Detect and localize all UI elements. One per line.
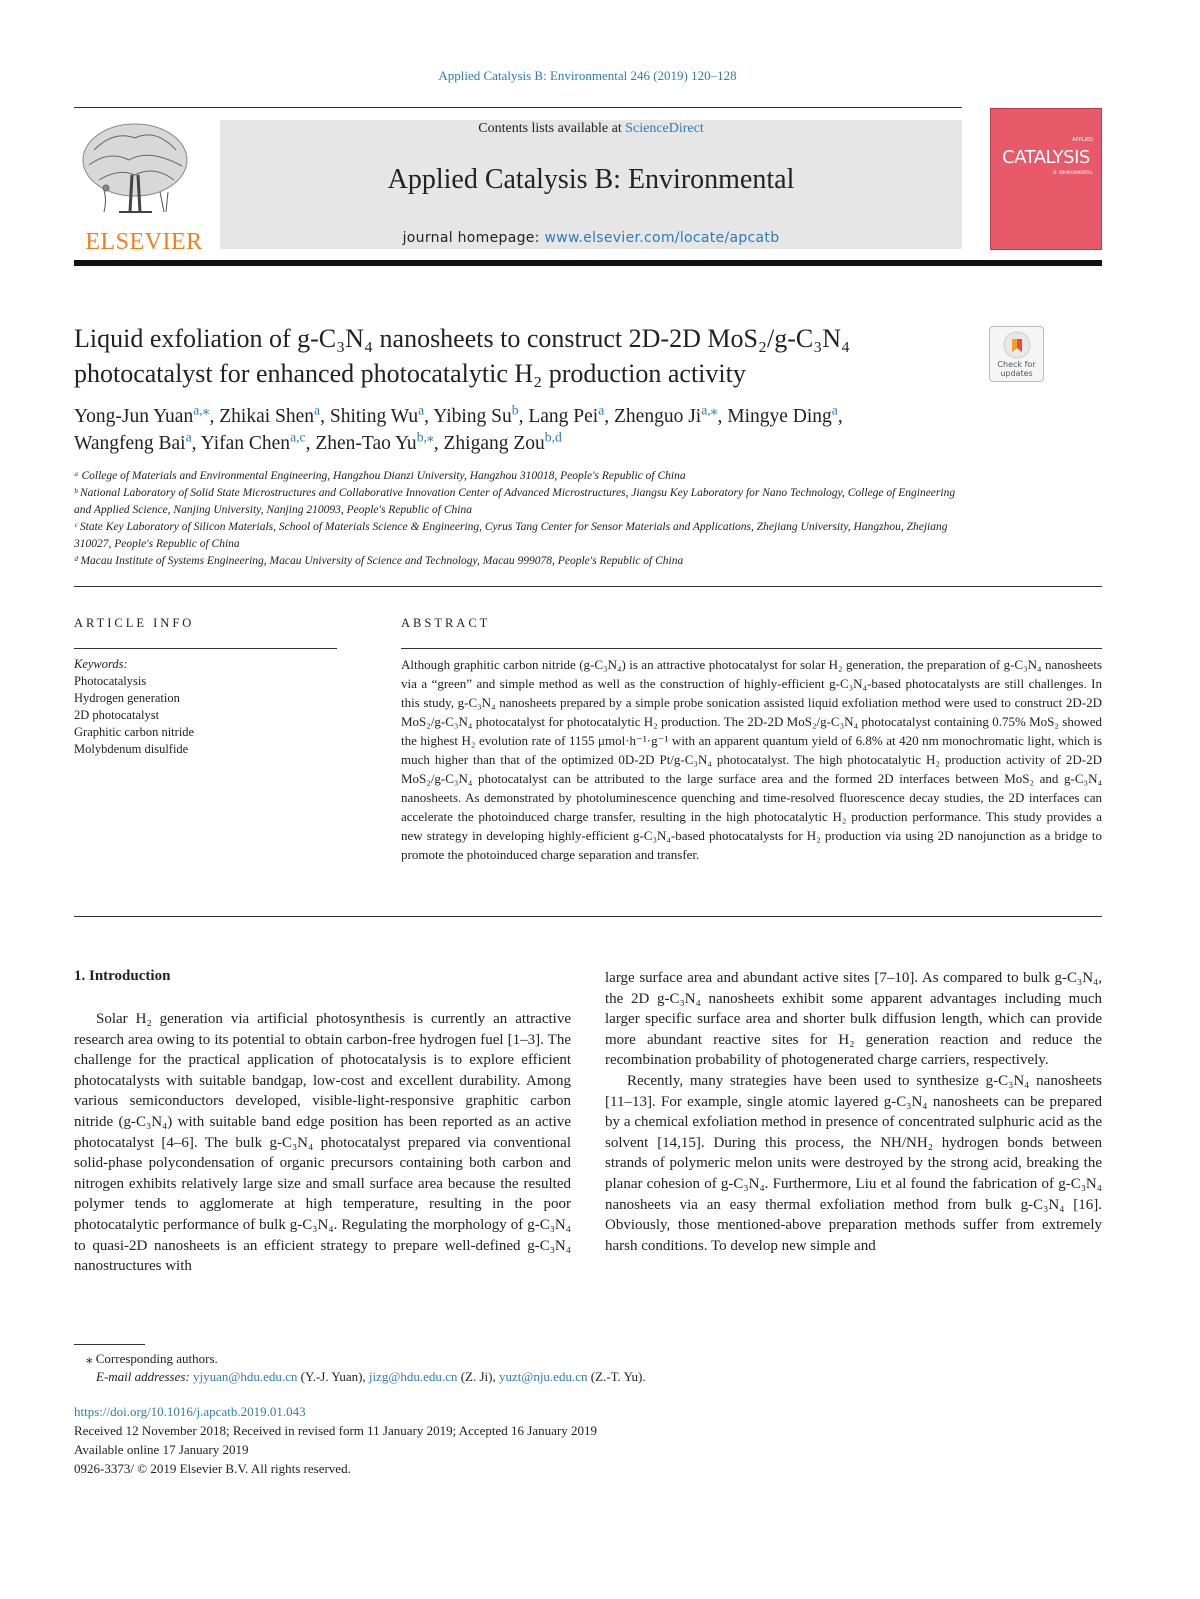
author-name[interactable]: Zhigang Zou [443, 433, 545, 454]
section-heading-introduction: 1. Introduction [74, 968, 171, 984]
article-info-rule [74, 648, 337, 649]
journal-header-box [220, 120, 962, 249]
email-owner: (Z. Ji), [457, 1369, 499, 1384]
keyword: Hydrogen generation [74, 691, 180, 705]
journal-cover[interactable] [990, 108, 1102, 250]
sciencedirect-link[interactable]: ScienceDirect [625, 121, 704, 136]
author-affiliation-marker[interactable]: a [598, 402, 605, 418]
author-name[interactable]: Zhen-Tao Yu [315, 433, 417, 454]
copyright: 0926-3373/ © 2019 Elsevier B.V. All rights reserved. [74, 1461, 351, 1476]
contents-line [220, 120, 962, 137]
author-affiliation-marker[interactable]: a,⁎ [193, 402, 210, 418]
footnote-rule [74, 1344, 145, 1345]
abstract-heading: ABSTRACT [401, 616, 491, 630]
check-for-updates-button[interactable] [989, 326, 1044, 382]
available-online: Available online 17 January 2019 [74, 1442, 249, 1457]
cover-subtitle: B: ENVIRONMENTAL [1053, 170, 1093, 175]
author-affiliation-marker[interactable]: a [185, 429, 192, 445]
author-affiliation-marker[interactable]: b,⁎ [416, 429, 434, 445]
header-thick-rule [74, 260, 1102, 266]
journal-title: Applied Catalysis B: Environmental [387, 164, 795, 195]
journal-reference[interactable]: Applied Catalysis B: Environmental 246 (2019) 120–128 [438, 68, 737, 83]
title-line-1: Liquid exfoliation of g-C₃N₄ nanosheets to construct 2D-2D MoS₂/g-C₃N₄ [74, 324, 851, 353]
affiliation-a: ᵃ College of Materials and Environmental Engineering, Hangzhou Dianzi University, Hangzhou 310018, People's Republic of China [74, 470, 686, 482]
author-name[interactable]: Wangfeng Bai [74, 433, 186, 454]
journal-homepage [220, 230, 962, 246]
elsevier-tree-icon [74, 120, 196, 220]
bookmark-icon [1002, 330, 1032, 360]
affiliation-b: ᵇ National Laboratory of Solid State Microstructures and Collaborative Innovation Center of Advanced Microstructures, Jiangsu Key Laboratory for Nano Technology, College of Engineering and Applied Science, Nanjing University, Nanjing 210093, People's Republic of China [74, 487, 956, 516]
corresponding-footnote [74, 1350, 1074, 1386]
received-dates: Received 12 November 2018; Received in revised form 11 January 2019; Accepted 16 January 2019 [74, 1423, 597, 1438]
check-for-updates-label: Check for updates [997, 360, 1036, 378]
intro-paragraph-1-continued: large surface area and abundant active sites [7–10]. As compared to bulk g-C₃N₄, the 2D g-C₃N₄ nanosheets exhibit some apparent advantages including much larger specific surface area and shorter bulk diffusion length, which can provide more abundant reactive sites for H₂ generation reaction and reduce the recombination probability of photogenerated charge carriers, respectively. [605, 970, 1102, 1069]
corresponding-authors-note: ⁎ Corresponding authors. [86, 1351, 218, 1366]
author-affiliation-marker[interactable]: a [418, 402, 425, 418]
contents-prefix: Contents lists available at [478, 121, 626, 136]
keyword: Graphitic carbon nitride [74, 725, 195, 739]
header-top-rule [74, 107, 962, 108]
email-owner: (Z.-T. Yu). [587, 1369, 646, 1384]
doi-link[interactable]: https://doi.org/10.1016/j.apcatb.2019.01.043 [74, 1404, 306, 1419]
publication-info [74, 1402, 1074, 1478]
author-name[interactable]: Zhikai Shen [219, 406, 315, 427]
cover-title: CATALYSIS [1002, 147, 1090, 168]
author-affiliation-marker[interactable]: a [314, 402, 321, 418]
email-link[interactable]: yuzt@nju.edu.cn [498, 1369, 588, 1384]
author-affiliation-marker[interactable]: a [831, 402, 838, 418]
affiliations [74, 468, 964, 570]
email-label: E-mail addresses: [96, 1369, 194, 1384]
title-line-2: photocatalyst for enhanced photocatalytic H₂ production activity [74, 359, 746, 388]
article-info-heading: ARTICLE INFO [74, 616, 195, 630]
elsevier-logo[interactable] [74, 120, 214, 255]
affiliation-c: ᶜ State Key Laboratory of Silicon Materials, School of Materials Science & Engineering, Cyrus Tang Center for Sensor Materials and Applications, Zhejiang University, Hangzhou, Zhejiang 310027, People's Republic of China [74, 521, 948, 550]
author-name[interactable]: Yifan Chen [200, 433, 291, 454]
body-column-left [74, 1009, 571, 1277]
author-affiliation-marker[interactable]: a,⁎ [701, 402, 718, 418]
email-link[interactable]: yjyuan@hdu.edu.cn [193, 1369, 298, 1384]
abstract-rule [401, 648, 1102, 649]
author-name[interactable]: Lang Pei [528, 406, 599, 427]
keyword: Photocatalysis [74, 674, 147, 688]
affiliation-d: ᵈ Macau Institute of Systems Engineering, Macau University of Science and Technology, Macau 999078, People's Republic of China [74, 555, 684, 567]
cover-top: APPLIED [1072, 137, 1093, 143]
elsevier-wordmark: ELSEVIER [85, 229, 203, 255]
author-affiliation-marker[interactable]: b,d [544, 429, 562, 445]
article-title [74, 321, 974, 391]
email-link[interactable]: jizg@hdu.edu.cn [368, 1369, 458, 1384]
keywords-block [74, 656, 194, 758]
author-affiliation-marker[interactable]: b [511, 402, 519, 418]
author-list: Yong-Jun Yuan$^{a,⁎}$, Zhikai Shen$^a$, Shiting Wu$^a$, Yibing Su$^b$, Lang Pei$^a$, Zhenguo $Ji^{a,⁎}$, Mingye Ding$^a$, Wangfeng Bai$^a$, Yifan Chen$^{a,c}$, Zhen-Tao $Yu^{b,⁎}$, Zhigang Zou$^{b,d}$ [74, 402, 843, 454]
author-affiliation-marker[interactable]: a,c [290, 429, 306, 445]
abstract-bottom-rule [74, 916, 1102, 917]
body-column-right [605, 968, 1102, 1256]
intro-paragraph-1: Solar H₂ generation via artificial photosynthesis is currently an attractive research area owing to its potential to obtain carbon-free hydrogen fuel [1–3]. The challenge for the practical application of photocatalysis is to explore efficient photocatalysts with suitable bandgap, low-cost and excellent durability. Among various semiconductors developed, visible-light-responsive graphitic carbon nitride (g-C₃N₄) with suitable band edge position has been reported as an active photocatalyst [4–6]. The bulk g-C₃N₄ photocatalyst prepared via conventional solid-phase polycondensation of organic precursors containing both carbon and nitrogen exhibits relatively large size and small surface area because the resulted polymer tends to agglomerate at high temperature, resulting in the poor photocatalytic performance of bulk g-C₃N₄. Regulating the morphology of g-C₃N₄ to quasi-2D nanosheets is an efficient strategy to prepare well-defined g-C₃N₄ nanostructures with [74, 1011, 571, 1275]
author-name[interactable]: Mingye Ding [727, 406, 832, 427]
keyword: 2D photocatalyst [74, 708, 160, 722]
keywords-label: Keywords: [74, 657, 128, 671]
section-rule [74, 586, 1102, 587]
homepage-prefix: journal homepage: [402, 230, 545, 246]
author-name[interactable]: Yibing Su [433, 406, 512, 427]
email-addresses [74, 1368, 1074, 1386]
homepage-link[interactable]: www.elsevier.com/locate/apcatb [544, 230, 780, 246]
author-name[interactable]: Zhenguo Ji [614, 406, 702, 427]
keyword: Molybdenum disulfide [74, 742, 189, 756]
email-owner: (Y.-J. Yuan), [297, 1369, 369, 1384]
author-name[interactable]: Shiting Wu [329, 406, 419, 427]
intro-paragraph-2: Recently, many strategies have been used to synthesize g-C₃N₄ nanosheets [11–13]. For example, single atomic layered g-C₃N₄ nanosheets can be prepared by a chemical exfoliation method in presence of concentrated sulphuric acid as the solvent [14,15]. During this process, the NH/NH₂ hydrogen bonds between strands of polymeric melon units were destroyed by the strong acid, breaking the planar cohesion of g-C₃N₄. Furthermore, Liu et al found the fabrication of g-C₃N₄ nanosheets via an easy thermal exfoliation method from bulk g-C₃N₄ [16]. Obviously, those mentioned-above preparation methods suffer from extremely harsh conditions. To develop new simple and [605, 1072, 1102, 1254]
author-name[interactable]: Yong-Jun Yuan [74, 406, 194, 427]
abstract-text: Although graphitic carbon nitride (g-C₃N₄) is an attractive photocatalyst for solar H₂ generation, the preparation of g-C₃N₄ nanosheets via a “green” and simple method as well as the construction of highly-efficient g-C₃N₄-based photocatalysts are still challenges. In this study, g-C₃N₄ nanosheets prepared by a simple probe sonication assisted liquid exfoliation method were used to construct 2D-2D MoS₂/g-C₃N₄ photocatalyst for photocatalytic H₂ production. The 2D-2D MoS₂/g-C₃N₄ photocatalyst containing 0.75% MoS₂ showed the highest H₂ evolution rate of 1155 μmol·h⁻¹·g⁻¹ with an apparent quantum yield of 6.8% at 420 nm monochromatic light, which is much higher than that of the optimized 0D-2D Pt/g-C₃N₄ photocatalyst. The high photocatalytic H₂ production activity of 2D-2D MoS₂/g-C₃N₄ photocatalyst can be attributed to the large surface area and the formed 2D interfaces between MoS₂ and g-C₃N₄ nanosheets. As demonstrated by photoluminescence quenching and time-resolved fluorescence decay studies, the 2D interfaces can accelerate the photoinduced charge transfer, resulting in the high photocatalytic H₂ production performance. This study provides a new strategy in developing highly-efficient g-C₃N₄-based photocatalysts for H₂ production via using 2D nanojunction as a bridge to promote the photoinduced charge separation and transfer. [401, 657, 1102, 862]
